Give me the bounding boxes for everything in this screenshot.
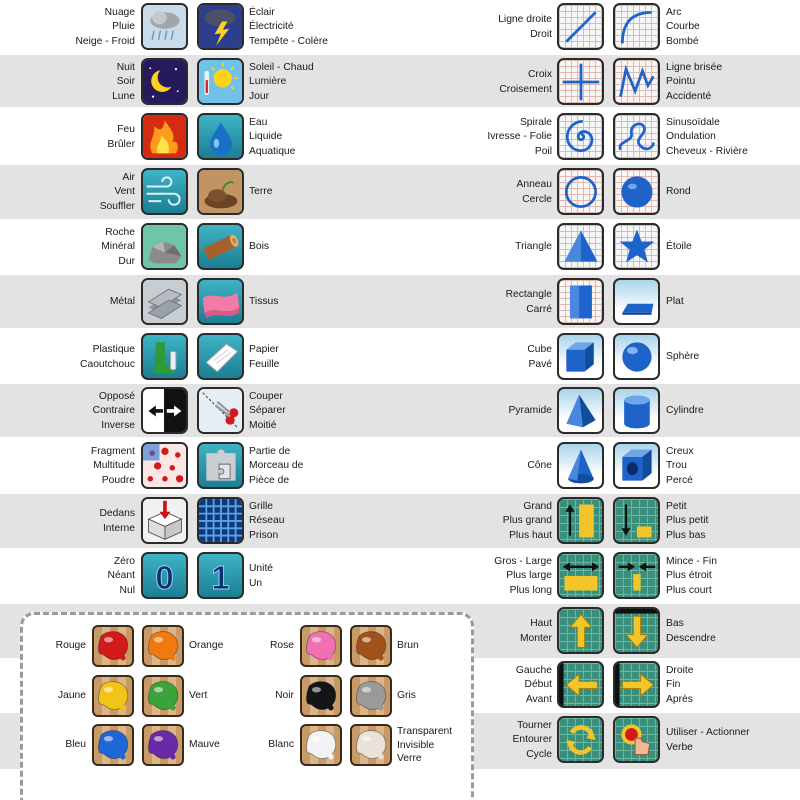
right-label-b-line: Ondulation xyxy=(666,131,716,143)
right-label-a xyxy=(420,168,552,217)
arrow-up-icon xyxy=(557,607,604,654)
arrow-down-icon xyxy=(613,607,660,654)
disc-icon xyxy=(613,168,660,215)
left-label-b-line: Liquide xyxy=(249,131,283,143)
short-icon xyxy=(613,497,660,544)
left-label-a-line: Souffler xyxy=(99,200,135,212)
left-label-a xyxy=(0,3,135,52)
color-label-line: Orange xyxy=(189,640,224,651)
right-label-a-line: Plus grand xyxy=(502,515,552,527)
color-label-line: Verre xyxy=(397,753,422,764)
left-label-a-line: Dedans xyxy=(99,508,135,519)
right-label-b-line: Descendre xyxy=(666,632,716,644)
color-label-line: Rose xyxy=(269,640,294,651)
right-label-a-line: Cube xyxy=(527,344,552,355)
arrow-left-icon xyxy=(557,661,604,708)
left-label-b-line: Tissus xyxy=(249,296,279,308)
color-label xyxy=(22,639,86,653)
color-label-line: Invisible xyxy=(397,739,435,751)
paint-splash-icon xyxy=(92,724,134,766)
lightning-icon xyxy=(197,3,244,50)
right-label-a-line: Cycle xyxy=(526,748,552,760)
color-label xyxy=(230,738,294,752)
right-label-b xyxy=(666,607,800,656)
right-label-b xyxy=(666,223,800,272)
right-label-a-line: Ligne droite xyxy=(498,14,552,25)
right-label-b xyxy=(666,113,800,162)
color-label-line: Noir xyxy=(275,690,294,701)
opposite-icon xyxy=(141,387,188,434)
left-label-b-line: Réseau xyxy=(249,515,285,527)
color-label xyxy=(189,738,220,752)
zigzag-icon xyxy=(613,58,660,105)
left-label-a-line: Brûler xyxy=(107,138,135,150)
right-label-b xyxy=(666,3,800,52)
right-label-a-line: Tourner xyxy=(517,719,552,731)
right-label-a-line: Rectangle xyxy=(505,289,552,300)
left-label-a-line: Interne xyxy=(102,522,135,534)
arc-icon xyxy=(613,3,660,50)
right-label-a xyxy=(420,552,552,601)
right-label-a-line: Spirale xyxy=(519,116,552,128)
press-button-icon xyxy=(613,716,660,763)
cylinder-icon xyxy=(613,387,660,434)
right-label-b xyxy=(666,661,800,710)
color-label xyxy=(397,725,452,766)
left-label-b-line: Morceau de xyxy=(249,460,304,472)
cone-icon xyxy=(557,442,604,489)
right-label-a-line: Ivresse - Folie xyxy=(487,131,552,143)
left-label-b xyxy=(249,552,429,601)
right-label-a xyxy=(420,497,552,546)
right-label-b-line: Rond xyxy=(666,186,691,198)
scissors-icon xyxy=(197,387,244,434)
left-label-b-line: Pièce de xyxy=(249,474,290,486)
left-label-a-line: Multitude xyxy=(93,460,135,472)
wave-icon xyxy=(613,113,660,160)
right-label-b xyxy=(666,168,800,217)
right-label-a-line: Cône xyxy=(527,460,552,472)
left-label-b-line: Grille xyxy=(249,500,274,512)
left-label-a-line: Inverse xyxy=(101,419,135,431)
color-label-line: Mauve xyxy=(189,739,220,750)
zero-icon xyxy=(141,552,188,599)
left-label-b-line: Prison xyxy=(249,529,279,541)
left-label-a xyxy=(0,552,135,601)
sphere-icon xyxy=(613,333,660,380)
right-label-a xyxy=(420,58,552,107)
left-label-a-line: Nuit xyxy=(116,61,135,73)
right-label-b-line: Petit xyxy=(666,500,687,512)
color-label xyxy=(397,689,416,703)
puzzle-piece-icon xyxy=(197,442,244,489)
left-label-b-line: Aquatique xyxy=(249,145,296,157)
right-label-a-line: Cercle xyxy=(522,193,552,205)
right-label-b-line: Plat xyxy=(666,296,684,308)
right-label-b xyxy=(666,278,800,327)
right-label-a-line: Pavé xyxy=(528,358,552,370)
right-label-b-line: Creux xyxy=(666,445,694,457)
right-label-a-line: Entourer xyxy=(512,734,552,746)
right-label-a xyxy=(420,333,552,382)
left-label-a-line: Lune xyxy=(112,90,135,102)
right-label-a-line: Droit xyxy=(530,28,552,40)
pyramid-icon xyxy=(557,387,604,434)
right-label-b-line: Arc xyxy=(666,6,682,18)
wind-icon xyxy=(141,168,188,215)
left-label-a-line: Fragment xyxy=(90,445,135,457)
left-label-b-line: Électricité xyxy=(249,21,294,33)
right-label-b-line: Fin xyxy=(666,679,681,691)
color-label xyxy=(189,689,207,703)
right-label-b-line: Étoile xyxy=(666,241,692,253)
right-label-b-line: Bas xyxy=(666,618,684,629)
color-label xyxy=(189,639,223,653)
right-label-b-line: Pointu xyxy=(666,76,696,88)
water-drop-icon xyxy=(197,113,244,160)
left-label-a-line: Dur xyxy=(118,255,135,267)
paint-splash-icon xyxy=(300,724,342,766)
color-label xyxy=(230,639,294,653)
left-label-b-line: Bois xyxy=(249,241,270,253)
fabric-icon xyxy=(197,278,244,325)
metal-icon xyxy=(141,278,188,325)
color-label-line: Gris xyxy=(397,690,416,701)
svg-text:0: 0 xyxy=(155,558,174,596)
left-label-a-line: Pluie xyxy=(112,21,135,33)
left-label-b-line: Unité xyxy=(249,563,274,574)
left-label-a-line: Soir xyxy=(116,76,135,88)
flat-icon xyxy=(613,278,660,325)
grid-icon xyxy=(197,497,244,544)
earth-icon xyxy=(197,168,244,215)
left-label-b-line: Couper xyxy=(249,390,283,402)
right-label-a-line: Carré xyxy=(526,303,552,315)
right-label-b-line: Verbe xyxy=(666,741,693,753)
left-label-a-line: Opposé xyxy=(98,390,135,402)
fire-icon xyxy=(141,113,188,160)
right-label-b-line: Bombé xyxy=(666,35,699,47)
left-label-b-line: Terre xyxy=(249,186,273,198)
color-label-line: Brun xyxy=(397,640,419,651)
right-label-b-line: Percé xyxy=(666,474,693,486)
right-label-b-line: Cheveux - Rivière xyxy=(666,145,748,157)
right-label-a-line: Gauche xyxy=(515,664,552,676)
right-label-b-line: Plus bas xyxy=(666,529,706,541)
left-label-b xyxy=(249,3,429,52)
paint-splash-icon xyxy=(350,724,392,766)
right-label-b-line: Mince - Fin xyxy=(666,555,717,567)
cycle-icon xyxy=(557,716,604,763)
color-label xyxy=(230,689,294,703)
left-label-b-line: Tempête - Colère xyxy=(249,35,328,47)
left-label-b xyxy=(249,333,429,382)
left-label-b xyxy=(249,223,429,272)
right-label-a xyxy=(420,3,552,52)
hollow-icon xyxy=(613,442,660,489)
right-label-b-line: Sinusoïdale xyxy=(666,116,720,128)
rock-icon xyxy=(141,223,188,270)
color-label-line: Vert xyxy=(189,690,208,701)
color-label xyxy=(22,689,86,703)
color-label-line: Bleu xyxy=(65,739,86,750)
paint-splash-icon xyxy=(142,724,184,766)
left-label-b-line: Jour xyxy=(249,90,270,102)
right-label-b xyxy=(666,58,800,107)
right-label-b-line: Trou xyxy=(666,460,687,472)
left-label-b xyxy=(249,113,429,162)
right-label-a xyxy=(420,113,552,162)
right-label-b xyxy=(666,716,800,765)
left-label-b-line: Éclair xyxy=(249,6,275,18)
left-label-b xyxy=(249,278,429,327)
right-label-b-line: Plus petit xyxy=(666,515,709,527)
right-label-b xyxy=(666,552,800,601)
right-label-a-line: Poil xyxy=(534,145,552,157)
left-label-b-line: Séparer xyxy=(249,405,286,417)
right-label-a-line: Début xyxy=(524,679,552,691)
right-label-b-line: Après xyxy=(666,693,693,705)
paint-splash-icon xyxy=(92,625,134,667)
cube-icon xyxy=(557,333,604,380)
left-label-b-line: Un xyxy=(249,577,263,589)
paint-splash-icon xyxy=(142,625,184,667)
right-label-b xyxy=(666,442,800,491)
right-label-b-line: Accidenté xyxy=(666,90,712,102)
left-label-a-line: Nuage xyxy=(104,6,135,18)
svg-text:1: 1 xyxy=(211,558,230,596)
right-label-b-line: Utiliser - Actionner xyxy=(666,727,750,738)
rectangle-icon xyxy=(557,278,604,325)
right-label-a-line: Anneau xyxy=(516,179,552,190)
right-label-a-line: Croisement xyxy=(499,83,552,95)
star-icon xyxy=(613,223,660,270)
right-label-a xyxy=(420,223,552,272)
left-label-b-line: Soleil - Chaud xyxy=(249,61,314,73)
left-label-b-line: Partie de xyxy=(249,445,291,457)
wood-log-icon xyxy=(197,223,244,270)
paint-splash-icon xyxy=(350,675,392,717)
left-label-a-line: Nul xyxy=(119,584,135,596)
left-label-a-line: Feu xyxy=(117,124,135,135)
spiral-icon xyxy=(557,113,604,160)
paint-splash-icon xyxy=(300,625,342,667)
left-label-a-line: Zéro xyxy=(113,555,135,567)
left-label-a-line: Métal xyxy=(109,296,135,308)
right-label-b-line: Ligne brisée xyxy=(666,61,723,73)
right-label-b-line: Plus étroit xyxy=(666,570,712,582)
left-label-a xyxy=(0,113,135,162)
color-label xyxy=(397,639,419,653)
paint-splash-icon xyxy=(142,675,184,717)
left-label-b xyxy=(249,168,429,217)
left-label-a xyxy=(0,387,135,436)
arrow-right-icon xyxy=(613,661,660,708)
right-label-a xyxy=(420,442,552,491)
color-label xyxy=(22,738,86,752)
left-label-a-line: Néant xyxy=(107,570,135,582)
triangle-icon xyxy=(557,223,604,270)
right-label-a-line: Plus large xyxy=(506,570,552,582)
left-label-b-line: Feuille xyxy=(249,358,280,370)
right-label-a-line: Croix xyxy=(527,69,552,80)
left-label-a-line: Caoutchouc xyxy=(80,358,135,370)
right-label-b-line: Droite xyxy=(666,664,694,676)
left-label-a-line: Neige - Froid xyxy=(75,35,135,47)
wide-icon xyxy=(557,552,604,599)
sun-icon xyxy=(197,58,244,105)
right-label-a-line: Haut xyxy=(530,618,552,629)
right-label-a-line: Grand xyxy=(523,500,552,512)
paint-splash-icon xyxy=(92,675,134,717)
fragment-icon xyxy=(141,442,188,489)
right-label-b-line: Cylindre xyxy=(666,405,704,417)
left-label-a xyxy=(0,168,135,217)
left-label-b-line: Lumière xyxy=(249,76,287,88)
one-icon xyxy=(197,552,244,599)
right-label-b xyxy=(666,333,800,382)
right-label-b-line: Courbe xyxy=(666,21,700,33)
right-label-a-line: Monter xyxy=(519,632,552,644)
cloud-rain-icon xyxy=(141,3,188,50)
right-label-a-line: Avant xyxy=(525,693,552,705)
narrow-icon xyxy=(613,552,660,599)
left-label-b-line: Papier xyxy=(249,344,279,355)
right-label-a-line: Gros - Large xyxy=(494,555,552,567)
right-label-a xyxy=(420,278,552,327)
color-label-line: Rouge xyxy=(55,640,86,651)
right-label-a-line: Triangle xyxy=(515,241,552,253)
paint-splash-icon xyxy=(350,625,392,667)
left-label-a-line: Poudre xyxy=(101,474,135,486)
right-label-a-line: Plus long xyxy=(509,584,552,596)
ring-icon xyxy=(557,168,604,215)
inside-box-icon xyxy=(141,497,188,544)
left-label-a-line: Minéral xyxy=(101,241,135,253)
right-label-b xyxy=(666,387,800,436)
right-label-a-line: Plus haut xyxy=(509,529,552,541)
left-label-a xyxy=(0,497,135,546)
right-label-b xyxy=(666,497,800,546)
right-label-b-line: Plus court xyxy=(666,584,712,596)
left-label-b xyxy=(249,497,429,546)
right-label-a-line: Pyramide xyxy=(508,405,552,417)
paper-icon xyxy=(197,333,244,380)
left-label-a xyxy=(0,223,135,272)
left-label-a xyxy=(0,333,135,382)
paint-splash-icon xyxy=(300,675,342,717)
plastic-boot-icon xyxy=(141,333,188,380)
right-label-b-line: Sphère xyxy=(666,351,700,363)
right-label-a xyxy=(420,387,552,436)
left-label-b-line: Eau xyxy=(249,116,268,128)
left-label-b xyxy=(249,442,429,491)
color-label-line: Jaune xyxy=(57,690,86,701)
left-label-a-line: Vent xyxy=(114,186,135,198)
left-label-a xyxy=(0,442,135,491)
left-label-a-line: Roche xyxy=(105,226,135,238)
left-label-b-line: Moitié xyxy=(249,419,277,431)
tall-icon xyxy=(557,497,604,544)
left-label-a-line: Plastique xyxy=(92,344,135,355)
cross-icon xyxy=(557,58,604,105)
left-label-a-line: Air xyxy=(122,171,135,183)
left-label-a-line: Contraire xyxy=(92,405,135,417)
left-label-a xyxy=(0,278,135,327)
straight-line-icon xyxy=(557,3,604,50)
left-label-b xyxy=(249,58,429,107)
left-label-b xyxy=(249,387,429,436)
moon-icon xyxy=(141,58,188,105)
left-label-a xyxy=(0,58,135,107)
color-label-line: Transparent xyxy=(397,726,453,737)
color-label-line: Blanc xyxy=(268,739,294,750)
